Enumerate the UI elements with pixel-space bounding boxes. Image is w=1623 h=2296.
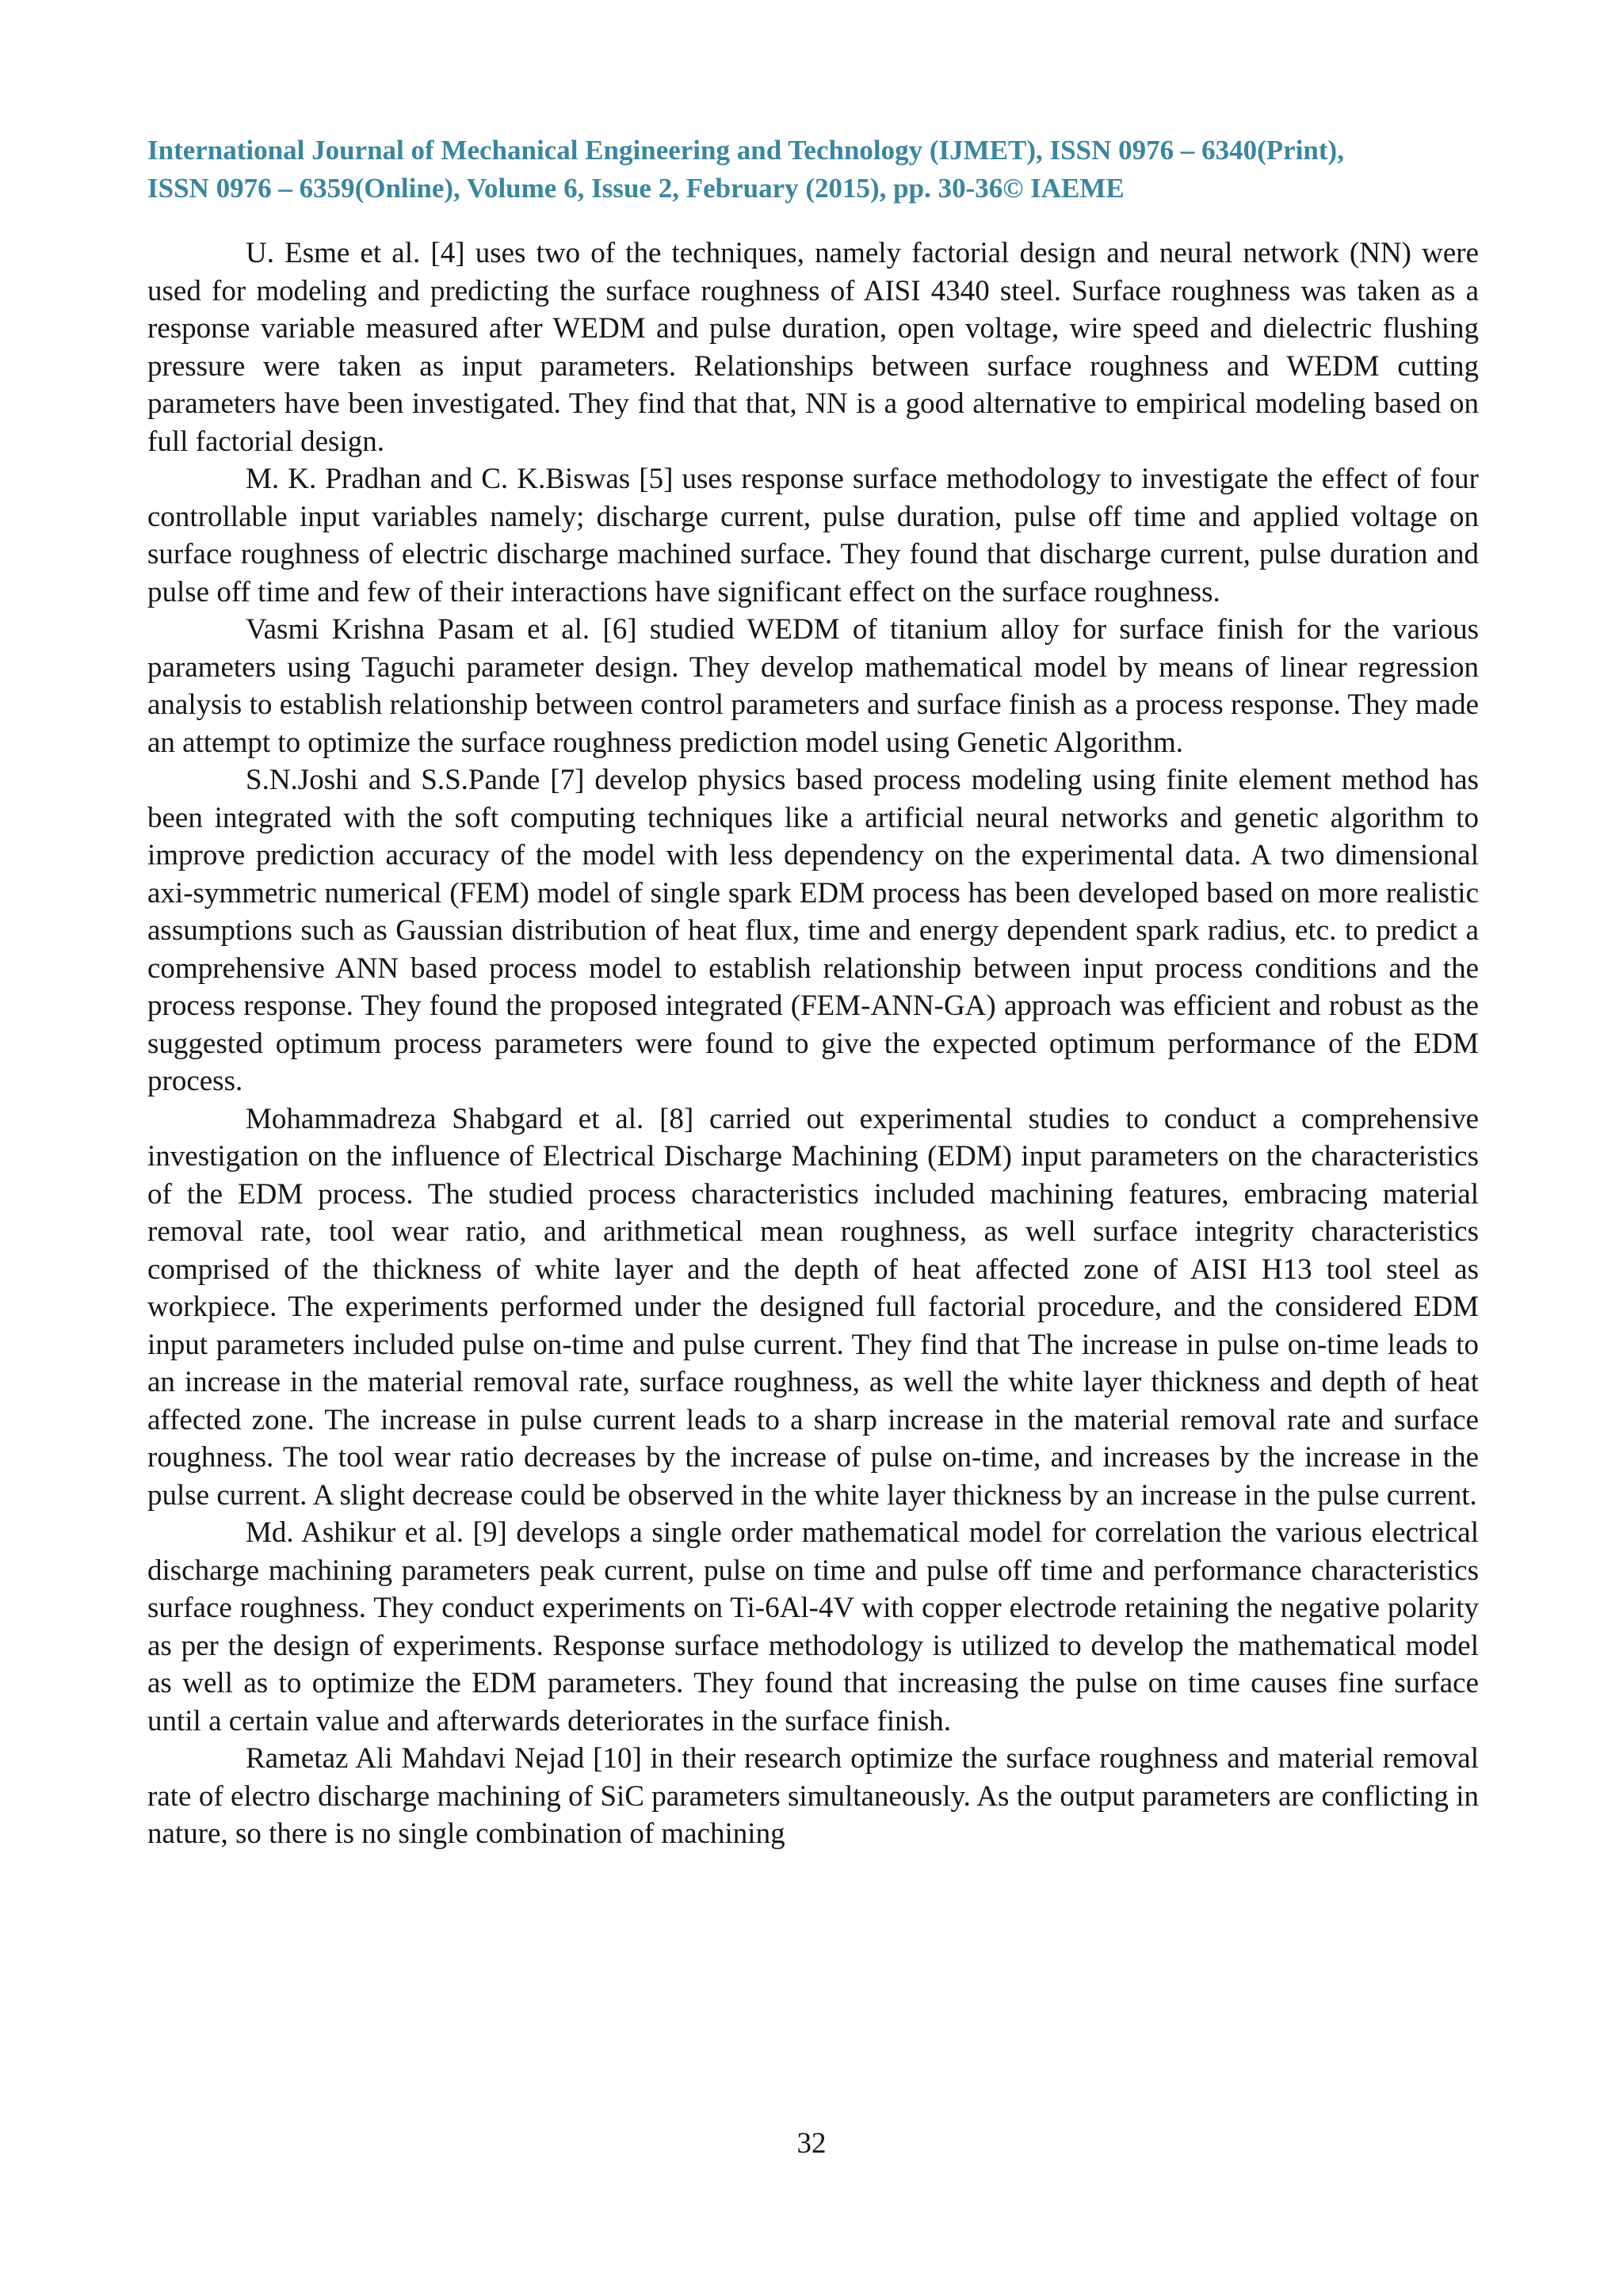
paragraph-pradhan-biswas: M. K. Pradhan and C. K.Biswas [5] uses response surface methodology to investigate the effect of four controllable input variables namely; discharge current, pulse duration, pulse off time and applied voltage on surface roughness of electric discharge machined surface. They found that discharge current, pulse duration and pulse off time and few of their interactions have significant effect on the surface roughness. [147, 463, 1479, 608]
paragraph-ashikur: Md. Ashikur et al. [9] develops a single order mathematical model for correlation the various electrical discharge machining parameters peak current, pulse on time and pulse off time and performance characteristics surface roughness. They conduct experiments on Ti-6Al-4V with copper electrode retaining the negative polarity as per the design of experiments. Response surface methodology is utilized to develop the mathematical model as well as to optimize the EDM parameters. They found that increasing the pulse on time causes fine surface until a certain value and afterwards deteriorates in the surface finish. [147, 1516, 1479, 1737]
paragraph-esme: U. Esme et al. [4] uses two of the techniques, namely factorial design and neural network (NN) were used for modeling and predicting the surface roughness of AISI 4340 steel. Surface roughness was taken as a response variable measured after WEDM and pulse duration, open voltage, wire speed and dielectric flushing pressure were taken as input parameters. Relationships between surface roughness and WEDM cutting parameters have been investigated. They find that that, NN is a good alternative to empirical modeling based on full factorial design. [147, 237, 1479, 458]
paragraph-pasam: Vasmi Krishna Pasam et al. [6] studied WEDM of titanium alloy for surface finish for the various parameters using Taguchi parameter design. They develop mathematical model by means of linear regression analysis to establish relationship between control parameters and surface finish as a process response. They made an attempt to optimize the surface roughness prediction model using Genetic Algorithm. [147, 613, 1479, 759]
body-text [147, 235, 1479, 1853]
page-number: 32 [796, 2127, 827, 2160]
journal-header-line-2: ISSN 0976 – 6359(Online), Volume 6, Issue 2, February (2015), pp. 30-36© IAEME [147, 173, 1125, 204]
journal-header-line-1: International Journal of Mechanical Engineering and Technology (IJMET), ISSN 0976 – 6340(Print), [147, 135, 1344, 166]
paragraph-mahdavi-nejad: Rametaz Ali Mahdavi Nejad [10] in their research optimize the surface roughness and material removal rate of electro discharge machining of SiC parameters simultaneously. As the output parameters are conflicting in nature, so there is no single combination of machining [147, 1742, 1479, 1850]
paragraph-shabgard: Mohammadreza Shabgard et al. [8] carried out experimental studies to conduct a comprehensive investigation on the influence of Electrical Discharge Machining (EDM) input parameters on the characteristics of the EDM process. The studied process characteristics included machining features, embracing material removal rate, tool wear ratio, and arithmetical mean roughness, as well surface integrity characteristics comprised of the thickness of white layer and the depth of heat affected zone of AISI H13 tool steel as workpiece. The experiments performed under the designed full factorial procedure, and the considered EDM input parameters included pulse on-time and pulse current. They find that The increase in pulse on-time leads to an increase in the material removal rate, surface roughness, as well the white layer thickness and depth of heat affected zone. The increase in pulse current leads to a sharp increase in the material removal rate and surface roughness. The tool wear ratio decreases by the increase of pulse on-time, and increases by the increase in the pulse current. A slight decrease could be observed in the white layer thickness by an increase in the pulse current. [147, 1102, 1479, 1512]
paragraph-joshi-pande: S.N.Joshi and S.S.Pande [7] develop physics based process modeling using finite element method has been integrated with the soft computing techniques like a artificial neural networks and genetic algorithm to improve prediction accuracy of the model with less dependency on the experimental data. A two dimensional axi-symmetric numerical (FEM) model of single spark EDM process has been developed based on more realistic assumptions such as Gaussian distribution of heat flux, time and energy dependent spark radius, etc. to predict a comprehensive ANN based process model to establish relationship between input process conditions and the process response. They found the proposed integrated (FEM-ANN-GA) approach was efficient and robust as the suggested optimum process parameters were found to give the expected optimum performance of the EDM process. [147, 764, 1479, 1097]
journal-header [147, 132, 1479, 208]
